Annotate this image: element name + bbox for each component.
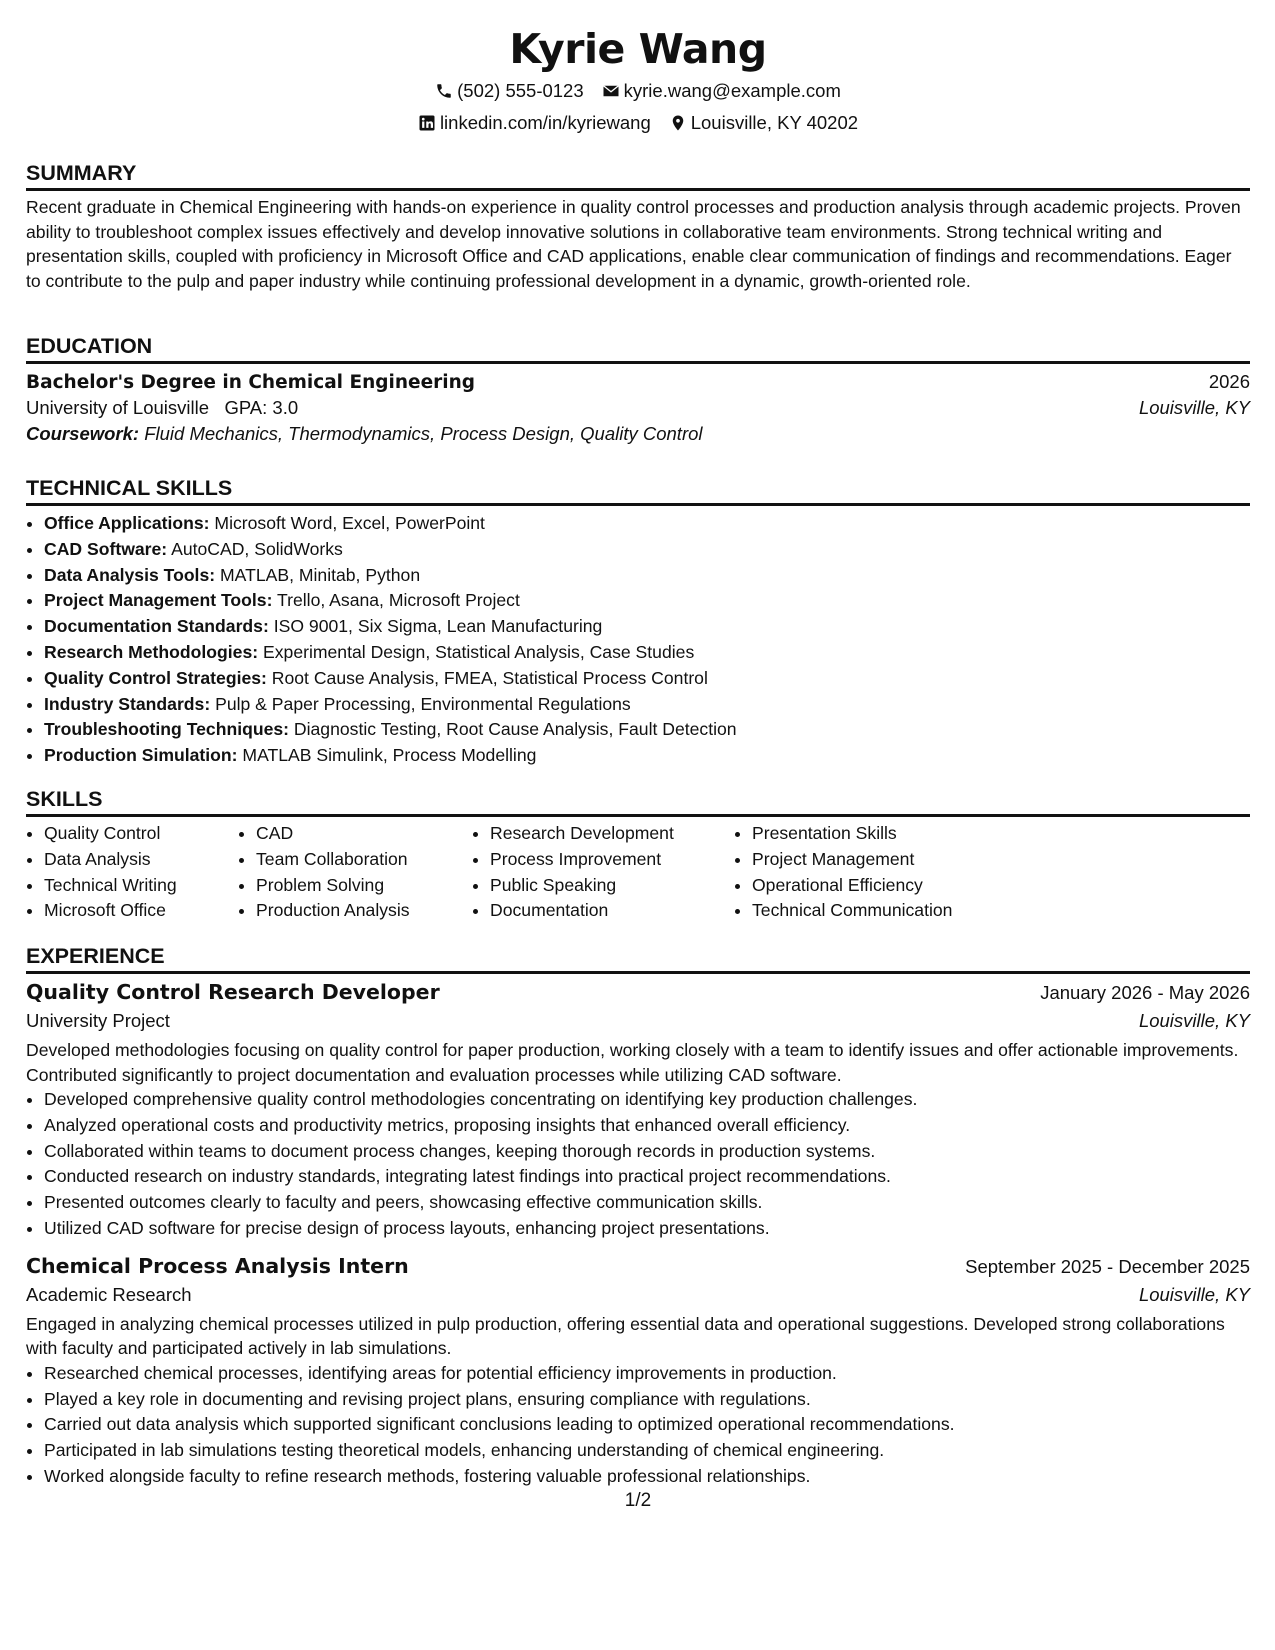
list-item: • Presented outcomes clearly to faculty and peers, showcasing effective communication skills. [44,1190,1250,1216]
list-item: • Team Collaboration [256,847,448,873]
list-item: • Quality Control [44,821,214,847]
job-header [26,1254,1250,1278]
list-item: • Researched chemical processes, identifying areas for potential efficiency improvements in production. [44,1361,1250,1387]
linkedin-contact[interactable] [418,112,651,134]
technical-skills-heading: TECHNICAL SKILLS [26,475,1250,506]
summary-text: Recent graduate in Chemical Engineering with hands-on experience in quality control processes and production analysis through academic projects. Proven ability to troubleshoot complex issues effectively and develop innovative solutions in collaborative team environments. Strong technical writing and presentation skills, coupled with proficiency in Microsoft Office and CAD applications, enable clear communication of findings and recommendations. Eager to contribute to the pulp and paper industry while continuing professional development in a dynamic, growth-oriented role. [26,197,1241,291]
list-item [44,640,1250,666]
summary-heading: SUMMARY [26,160,1250,191]
job-subheader [26,1010,1250,1032]
list-item [44,537,1250,563]
skills-column-4 [734,821,1012,924]
resume-page [26,0,1250,1650]
resume-header [26,0,1250,134]
job-location: Louisville, KY [1138,1283,1250,1305]
job-entry-2 [26,1254,1250,1490]
linkedin-text[interactable]: linkedin.com/in/kyriewang [439,112,651,133]
phone-text: (502) 555-0123 [457,80,584,101]
job-organization: Academic Research [26,1283,192,1305]
job-organization: University Project [26,1010,170,1031]
page-number: 1/2 [624,1490,652,1511]
skill-label: Industry Standards: [44,693,211,714]
email-text[interactable]: kyrie.wang@example.com [623,80,841,101]
phone-icon [435,82,453,100]
job-bullets [26,1087,1250,1242]
skill-value: Microsoft Word, Excel, PowerPoint [214,513,485,533]
list-item: • Technical Writing [44,873,214,899]
job-title: Chemical Process Analysis Intern [26,1253,409,1278]
location-contact [669,112,858,134]
education-section [26,333,1250,445]
map-pin-icon [669,114,687,132]
list-item: • Microsoft Office [44,898,214,924]
degree-title: Bachelor's Degree in Chemical Engineering [26,372,475,393]
list-item: • Public Speaking [490,873,710,899]
skill-label: Quality Control Strategies: [44,667,267,688]
candidate-name: Kyrie Wang [509,25,767,73]
list-item: • Presentation Skills [752,821,1012,847]
envelope-icon [602,82,620,100]
skills-column-2 [238,821,448,924]
list-item: • Technical Communication [752,898,1012,924]
list-item: • Research Development [490,821,710,847]
school-name: University of Louisville [26,397,210,418]
list-item: • CAD [256,821,448,847]
skill-label: Production Simulation: [44,745,238,766]
list-item: • Conducted research on industry standards, integrating latest findings into practical project recommendations. [44,1164,1250,1190]
skill-value: MATLAB Simulink, Process Modelling [242,745,537,766]
job-header [26,980,1250,1004]
skills-column-3 [472,821,710,924]
education-row-2 [26,397,1250,419]
coursework-list: Fluid Mechanics, Thermodynamics, Process Design, Quality Control [144,423,703,444]
list-item: • Participated in lab simulations testing theoretical models, enhancing understanding of chemical engineering. [44,1438,1250,1464]
list-item: • Problem Solving [256,873,448,899]
graduation-year: 2026 [1208,371,1250,392]
list-item: • Developed comprehensive quality control methodologies concentrating on identifying key production challenges. [44,1087,1250,1113]
skills-grid [26,821,1250,924]
skills-heading: SKILLS [26,786,1250,817]
job-subheader [26,1284,1250,1306]
job-dates: January 2026 - May 2026 [1040,982,1250,1003]
school-line [26,397,298,419]
list-item [44,743,1250,769]
list-item [44,717,1250,743]
list-item [44,666,1250,692]
skill-value: Diagnostic Testing, Root Cause Analysis, Fault Detection [293,719,737,740]
list-item [44,588,1250,614]
location-text: Louisville, KY 40202 [690,112,859,133]
job-summary: Engaged in analyzing chemical processes utilized in pulp production, offering essential data and operational suggestions. Developed strong collaborations with faculty and participated actively in lab simulations. [26,1313,1225,1359]
skills-section [26,786,1250,924]
skill-value: MATLAB, Minitab, Python [219,564,421,585]
list-item [44,692,1250,718]
list-item: • Operational Efficiency [752,873,1012,899]
list-item [44,563,1250,589]
experience-section [26,943,1250,1490]
list-item: • Documentation [490,898,710,924]
technical-skills-list [26,511,1250,769]
skill-label: Documentation Standards: [44,616,269,637]
technical-skills-section [26,475,1250,769]
list-item: • Data Analysis [44,847,214,873]
skill-value: AutoCAD, SolidWorks [171,538,343,559]
list-item: • Production Analysis [256,898,448,924]
phone-contact [435,80,584,102]
list-item: • Played a key role in documenting and revising project plans, ensuring compliance with regulations. [44,1387,1250,1413]
skill-label: Data Analysis Tools: [44,564,216,585]
linkedin-icon [418,114,436,132]
skill-label: Research Methodologies: [44,641,259,662]
job-title: Quality Control Research Developer [26,980,440,1004]
job-location: Louisville, KY [1138,1010,1250,1031]
coursework-label: Coursework: [26,423,140,444]
coursework-line [26,423,1250,445]
skill-label: Office Applications: [44,513,210,533]
list-item: • Carried out data analysis which supported significant conclusions leading to optimized operational recommendations. [44,1412,1250,1438]
gpa: GPA: 3.0 [224,397,299,418]
job-entry-1 [26,980,1250,1242]
list-item: • Worked alongside faculty to refine research methods, fostering valuable professional relationships. [44,1464,1250,1490]
job-dates: September 2025 - December 2025 [965,1255,1250,1277]
list-item: • Analyzed operational costs and productivity metrics, proposing insights that enhanced overall efficiency. [44,1113,1250,1139]
list-item: • Project Management [752,847,1012,873]
skill-value: Trello, Asana, Microsoft Project [277,590,520,611]
skill-value: Root Cause Analysis, FMEA, Statistical Process Control [271,667,708,688]
education-row-1 [26,371,1250,393]
education-heading: EDUCATION [26,333,1250,364]
skill-label: Project Management Tools: [44,590,273,611]
email-contact[interactable] [602,80,841,102]
skill-label: Troubleshooting Techniques: [44,719,290,740]
contact-line-1 [26,80,1250,102]
list-item: • Collaborated within teams to document process changes, keeping thorough records in production systems. [44,1139,1250,1165]
job-bullets [26,1361,1250,1490]
contact-line-2 [26,112,1250,134]
list-item: • Utilized CAD software for precise design of process layouts, enhancing project presentations. [44,1216,1250,1242]
skill-value: Pulp & Paper Processing, Environmental Regulations [215,693,631,714]
school-location: Louisville, KY [1138,397,1250,418]
list-item: • Process Improvement [490,847,710,873]
skill-label: CAD Software: [44,538,168,559]
list-item [44,614,1250,640]
skills-column-1 [26,821,214,924]
skill-value: ISO 9001, Six Sigma, Lean Manufacturing [273,616,603,637]
skill-value: Experimental Design, Statistical Analysis, Case Studies [263,641,695,662]
list-item [44,511,1250,537]
experience-heading: EXPERIENCE [26,943,1250,974]
job-summary: Developed methodologies focusing on quality control for paper production, working closely with a team to identify issues and offer actionable improvements. Contributed significantly to project documentation and evaluation processes while utilizing CAD software. [26,1040,1239,1085]
summary-section [26,160,1250,293]
